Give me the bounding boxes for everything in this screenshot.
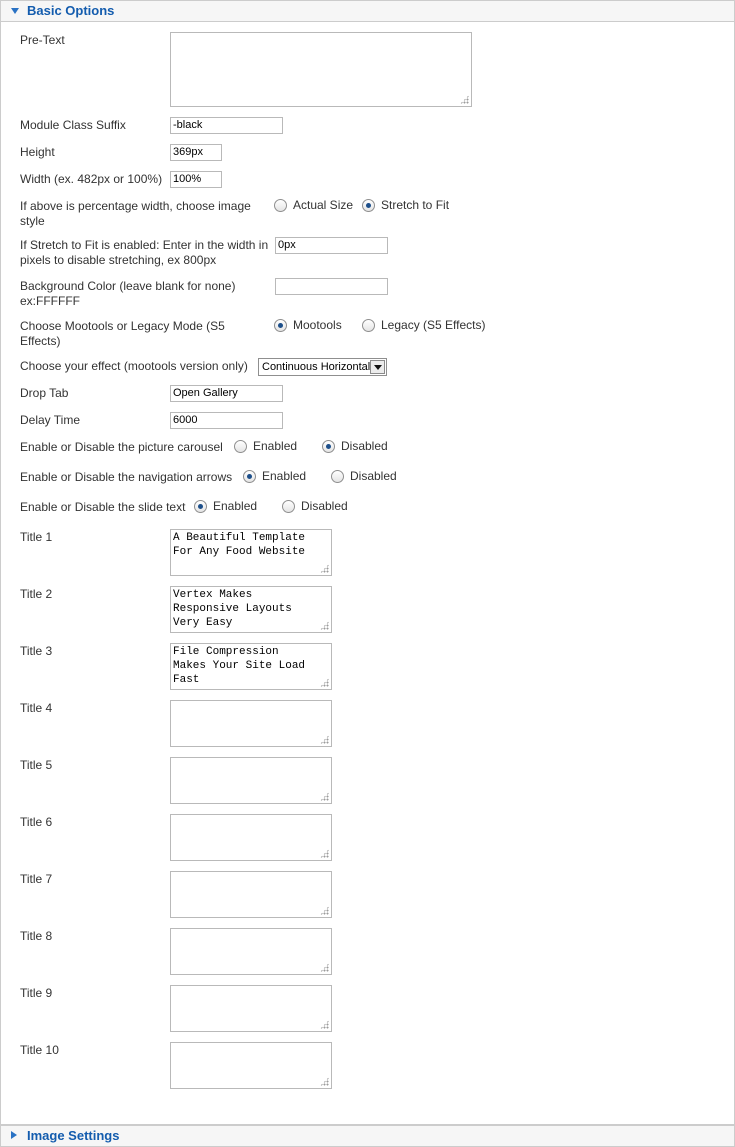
pretext-label: Pre-Text xyxy=(20,33,65,47)
carousel-enabled-radio[interactable] xyxy=(234,439,297,454)
imgstyle-stretch-label: Stretch to Fit xyxy=(381,198,450,212)
width-input[interactable]: 100% xyxy=(170,171,222,188)
title-2-value: Vertex Makes Responsive Layouts Very Easy xyxy=(173,589,292,629)
resize-grip-icon[interactable] xyxy=(460,95,469,104)
arrows-enabled-label: Enabled xyxy=(262,469,307,483)
suffix-label: Module Class Suffix xyxy=(20,118,126,132)
title-2-label: Title 2 xyxy=(20,587,53,601)
title-10-label: Title 10 xyxy=(20,1043,59,1057)
arrows-label: Enable or Disable the navigation arrows xyxy=(20,470,233,484)
stretch-input[interactable]: 0px xyxy=(275,237,388,254)
title-10-textarea[interactable] xyxy=(170,1042,332,1089)
slidetext-disabled-radio[interactable] xyxy=(282,499,348,514)
title-7-textarea[interactable] xyxy=(170,871,332,918)
resize-grip-icon[interactable] xyxy=(320,906,329,915)
slidetext-enabled-label: Enabled xyxy=(213,499,258,513)
slidetext-enabled-radio[interactable] xyxy=(194,499,257,514)
title-1-label: Title 1 xyxy=(20,530,53,544)
arrows-enabled-radio[interactable] xyxy=(243,469,306,484)
suffix-input[interactable]: -black xyxy=(170,117,283,134)
title-6-textarea[interactable] xyxy=(170,814,332,861)
expand-arrow-icon xyxy=(11,1131,17,1139)
effect-select[interactable] xyxy=(258,358,387,376)
effect-label: Choose your effect (mootools version only) xyxy=(20,359,248,373)
arrows-disabled-radio[interactable] xyxy=(331,469,397,484)
title-5-textarea[interactable] xyxy=(170,757,332,804)
droptab-input[interactable]: Open Gallery xyxy=(170,385,283,402)
title-8-label: Title 8 xyxy=(20,929,53,943)
title-9-label: Title 9 xyxy=(20,986,53,1000)
pretext-textarea[interactable] xyxy=(170,32,472,107)
mode-legacy-label: Legacy (S5 Effects) xyxy=(381,318,486,332)
radio-checked-icon xyxy=(194,500,207,513)
radio-checked-icon xyxy=(322,440,335,453)
carousel-disabled-radio[interactable] xyxy=(322,439,388,454)
carousel-disabled-label: Disabled xyxy=(341,439,388,453)
stretch-label: If Stretch to Fit is enabled: Enter in the width in pixels to disable stretching, ex 800px xyxy=(20,238,269,267)
slidetext-disabled-label: Disabled xyxy=(301,499,348,513)
arrows-disabled-label: Disabled xyxy=(350,469,397,483)
image-settings-title: Image Settings xyxy=(27,1128,120,1143)
mode-label: Choose Mootools or Legacy Mode (S5 Effects) xyxy=(20,319,225,348)
delay-input[interactable]: 6000 xyxy=(170,412,283,429)
droptab-label: Drop Tab xyxy=(20,386,69,400)
radio-unchecked-icon xyxy=(274,199,287,212)
basic-options-header[interactable] xyxy=(0,0,735,22)
title-5-label: Title 5 xyxy=(20,758,53,772)
carousel-label: Enable or Disable the picture carousel xyxy=(20,440,223,454)
title-9-textarea[interactable] xyxy=(170,985,332,1032)
mode-mootools-label: Mootools xyxy=(293,318,342,332)
dropdown-arrow-icon[interactable] xyxy=(370,360,385,374)
image-settings-header[interactable] xyxy=(0,1125,735,1147)
width-label: Width (ex. 482px or 100%) xyxy=(20,172,163,186)
mode-mootools-radio[interactable] xyxy=(274,318,342,333)
radio-unchecked-icon xyxy=(234,440,247,453)
basic-options-panel xyxy=(0,22,735,1125)
title-3-label: Title 3 xyxy=(20,644,53,658)
effect-select-value: Continuous Horizontal xyxy=(262,361,371,373)
title-3-textarea[interactable] xyxy=(170,643,332,690)
slidetext-label: Enable or Disable the slide text xyxy=(20,500,186,514)
title-7-label: Title 7 xyxy=(20,872,53,886)
radio-unchecked-icon xyxy=(282,500,295,513)
imgstyle-actual-radio[interactable] xyxy=(274,198,353,213)
basic-options-title: Basic Options xyxy=(27,3,115,18)
title-1-textarea[interactable] xyxy=(170,529,332,576)
collapse-arrow-icon xyxy=(11,8,19,14)
resize-grip-icon[interactable] xyxy=(320,564,329,573)
resize-grip-icon[interactable] xyxy=(320,963,329,972)
imgstyle-label: If above is percentage width, choose image style xyxy=(20,199,251,228)
resize-grip-icon[interactable] xyxy=(320,678,329,687)
radio-checked-icon xyxy=(274,319,287,332)
title-8-textarea[interactable] xyxy=(170,928,332,975)
bgcolor-label: Background Color (leave blank for none) ex:FFFFFF xyxy=(20,279,236,308)
height-label: Height xyxy=(20,145,55,159)
height-input[interactable]: 369px xyxy=(170,144,222,161)
radio-unchecked-icon xyxy=(331,470,344,483)
title-2-textarea[interactable] xyxy=(170,586,332,633)
delay-label: Delay Time xyxy=(20,413,81,427)
title-3-value: File Compression Makes Your Site Load Fast xyxy=(173,646,306,686)
resize-grip-icon[interactable] xyxy=(320,792,329,801)
carousel-enabled-label: Enabled xyxy=(253,439,298,453)
title-4-label: Title 4 xyxy=(20,701,53,715)
title-1-value: A Beautiful Template For Any Food Website xyxy=(173,532,306,558)
radio-checked-icon xyxy=(243,470,256,483)
mode-legacy-radio[interactable] xyxy=(362,318,486,333)
resize-grip-icon[interactable] xyxy=(320,849,329,858)
radio-checked-icon xyxy=(362,199,375,212)
title-6-label: Title 6 xyxy=(20,815,53,829)
resize-grip-icon[interactable] xyxy=(320,621,329,630)
resize-grip-icon[interactable] xyxy=(320,1077,329,1086)
resize-grip-icon[interactable] xyxy=(320,735,329,744)
imgstyle-actual-label: Actual Size xyxy=(293,198,354,212)
title-4-textarea[interactable] xyxy=(170,700,332,747)
resize-grip-icon[interactable] xyxy=(320,1020,329,1029)
radio-unchecked-icon xyxy=(362,319,375,332)
bgcolor-input[interactable] xyxy=(275,278,388,295)
imgstyle-stretch-radio[interactable] xyxy=(362,198,449,213)
